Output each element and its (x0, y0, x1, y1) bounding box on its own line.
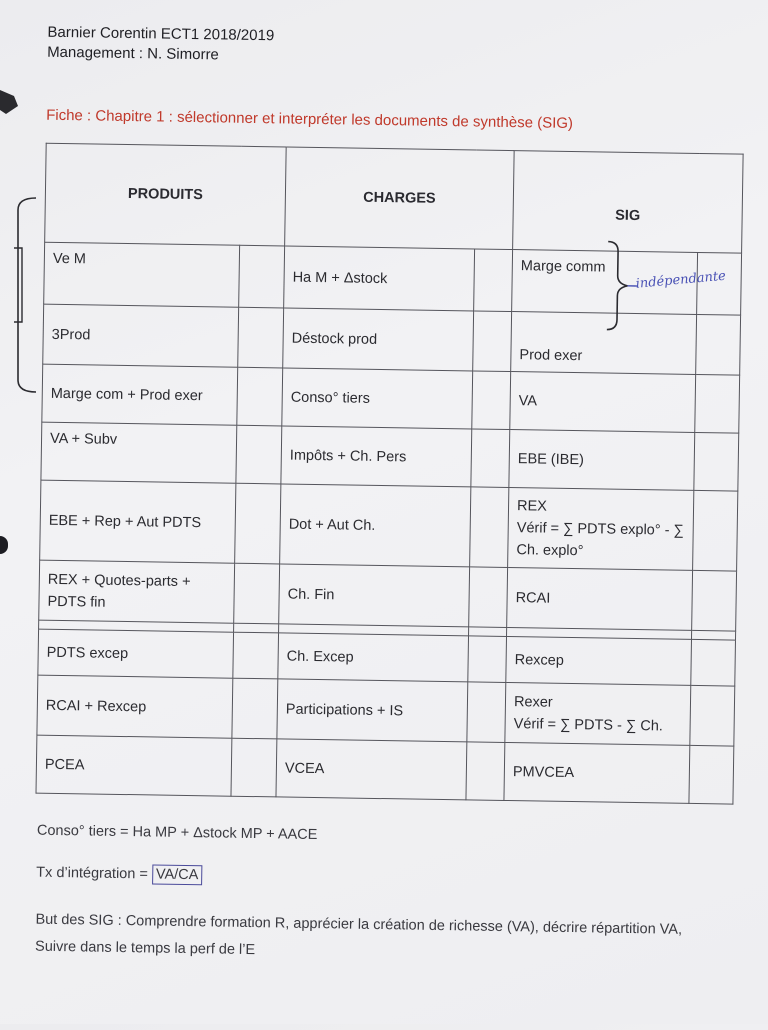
sig-cell: EBE (IBE) (509, 430, 695, 491)
course-line: Management : N. Simorre (47, 43, 219, 64)
tx-label: Tx d’intégration = (36, 864, 153, 883)
table-row (42, 364, 740, 433)
charges-cell: Participations + IS (277, 679, 468, 742)
left-bracket-annotation (14, 196, 38, 394)
handwritten-note: indépendante (635, 268, 727, 292)
sig-cell-rex (508, 488, 694, 571)
sig-cell: RCAI (507, 568, 693, 631)
sig-cell: Prod exer (511, 312, 697, 375)
produits-cell: EBE + Rep + Aut PDTS (40, 480, 236, 563)
sig-cell-rexer (505, 682, 691, 745)
table-row (36, 735, 734, 804)
sig-cell: Rexcep (506, 637, 692, 686)
tx-value-boxed: VA/CA (152, 864, 203, 885)
produits-cell: RCAI + Rexcep (37, 675, 233, 738)
charges-cell: Ch. Excep (278, 633, 469, 682)
table-row (41, 422, 739, 491)
header-charges: CHARGES (285, 147, 515, 250)
author-line: Barnier Corentin ECT1 2018/2019 (47, 23, 275, 45)
charges-cell: Déstock prod (283, 308, 474, 371)
table-row (37, 675, 735, 746)
charges-cell: Ha M + Δstock (284, 246, 475, 311)
footer-but-text (35, 907, 682, 971)
charges-cell: Conso° tiers (282, 368, 473, 429)
footer-tx-line (36, 865, 202, 884)
sig-verification-note: Vérif = ∑ PDTS - ∑ Ch. (513, 715, 663, 734)
produits-cell: 3Prod (43, 304, 239, 367)
produits-cell: Ve M (44, 242, 240, 307)
header-sig: SIG (513, 151, 744, 254)
charges-cell: Ch. Fin (279, 564, 470, 627)
header (47, 23, 274, 67)
produits-cell: VA + Subv (41, 422, 237, 483)
sig-verification-note: Vérif = ∑ PDTS explo° - ∑ Ch. explo° (516, 519, 684, 559)
sig-label: Rexer (513, 693, 553, 711)
footer-conso-line: Conso° tiers = Ha MP + Δstock MP + AACE (36, 822, 318, 844)
table-row (40, 480, 738, 571)
sig-cell: PMVCEA (504, 742, 690, 803)
table-row (39, 560, 737, 631)
produits-cell: Marge com + Prod exer (42, 364, 238, 425)
binder-clip-mark (0, 86, 20, 116)
fiche-title: Fiche : Chapitre 1 : sélectionner et interpréter les documents de synthèse (SIG) (46, 106, 574, 132)
sig-cell: VA (510, 372, 696, 433)
charges-cell: VCEA (276, 739, 467, 800)
charges-cell: Impôts + Ch. Pers (281, 426, 472, 487)
produits-cell: REX + Quotes-parts + PDTS fin (39, 560, 235, 623)
charges-cell: Dot + Aut Ch. (280, 484, 471, 567)
header-produits: PRODUITS (45, 143, 287, 246)
but-line-2: Suivre dans le temps la perf de l’E (34, 938, 256, 959)
but-line-1: But des SIG : Comprendre formation R, apprécier la création de richesse (VA), décrire répartition VA, (35, 911, 683, 938)
sig-label: REX (516, 497, 548, 515)
sig-cell: Marge comm (512, 250, 698, 315)
produits-cell: PCEA (36, 735, 232, 796)
produits-cell: PDTS excep (38, 629, 234, 678)
